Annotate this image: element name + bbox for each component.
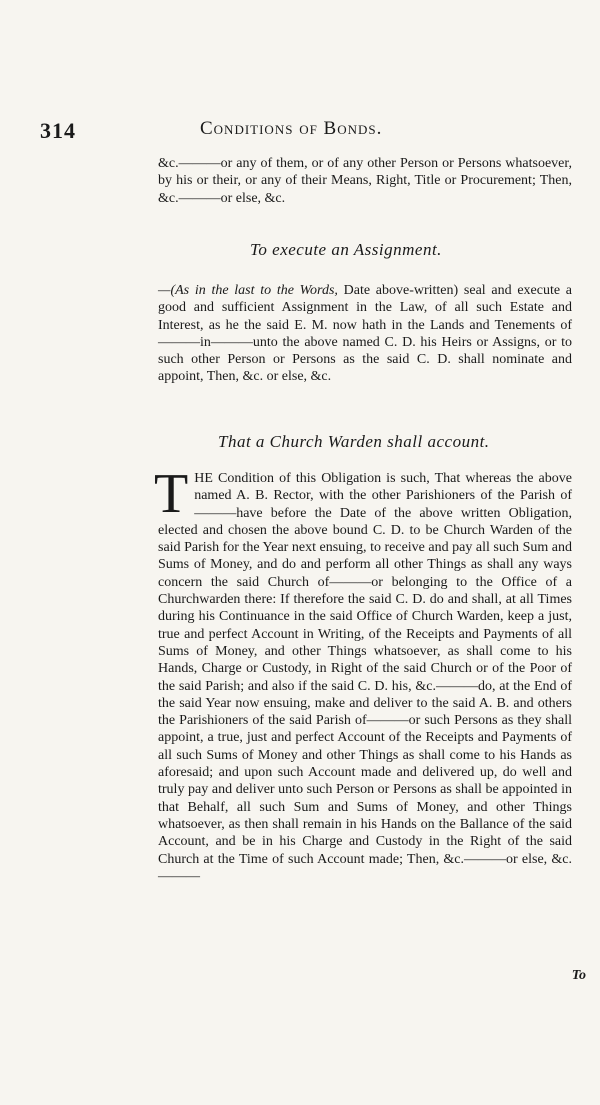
section-heading-church-warden: That a Church Warden shall account. [218,432,490,451]
page-header [40,118,580,148]
paragraph-lead: —(As in the last to the Words, [158,283,338,298]
page-number: 314 [40,118,76,143]
catchword: To [571,968,586,983]
assignment-paragraph [158,282,572,386]
section-heading-assignment: To execute an Assignment. [250,240,442,259]
paragraph-text: &c.———or any of them, or of any other Person or Persons whatsoever, by his or their, or any of their Means, Right, Title or Procurement; Then, &c.———or else, &c. [158,156,572,206]
continued-paragraph [158,155,572,207]
paragraph-body: HE Condition of this Obligation is such, That whereas the above named A. B. Rector, with the other Parishioners of the Parish of———have before the Date of the above written Obligation, elected and chosen the above bound C. D. to be Church Warden of the said Parish for the Year next ensuing, to receive and pay all such Sum and Sums of Money, and do and perform all other Things as shall any ways concern the said Church of———or belonging to the Office of a Churchwarden there: If therefore the said C. D. do and shall, at all Times during his Continuance in the said Office of Church Warden, keep a just, true and perfect Account in Writing, of the Receipts and Payments of all Sums of Money, and other Things whatsoever, as shall come to his Hands, Charge or Custody, in Right of the said Church or of the Poor of the said Parish; and also if the said C. D. his, &c.———do, at the End of the said Year now ensuing, make and deliver to the said A. B. and others the Parishioners of the said Parish of———or such Persons as they shall appoint, a true, just and perfect Account of the Receipts and Payments of all such Sums of Money and other Things as shall come to his Hands as aforesaid; and upon such Account made and delivered up, do well and truly pay and deliver unto such Person or Persons as shall be appointed in that Behalf, all such Sum and Sums of Money, and other Things whatsoever, as then shall remain in his Hands on the Ballance of the said Account, and be in his Charge and Custody in the Right of the said Church at the Time of such Account made; Then, &c.———or else, &c.——— [158,471,572,884]
running-title: Conditions of Bonds. [200,118,383,139]
drop-cap: T [154,463,189,525]
paragraph-text [154,463,572,885]
paragraph-text [158,282,572,386]
church-warden-paragraph [154,463,572,885]
paragraph-body: Date above-written) seal and execute a good and sufficient Assignment in the Law, of all such Estate and Interest, as he the said E. M. now hath in the Lands and Tenements of———in———unto the above named C. D. his Heirs or Assigns, or to such other Person or Persons as the said C. D. shall nominate and appoint, Then, &c. or else, &c. [158,283,573,385]
